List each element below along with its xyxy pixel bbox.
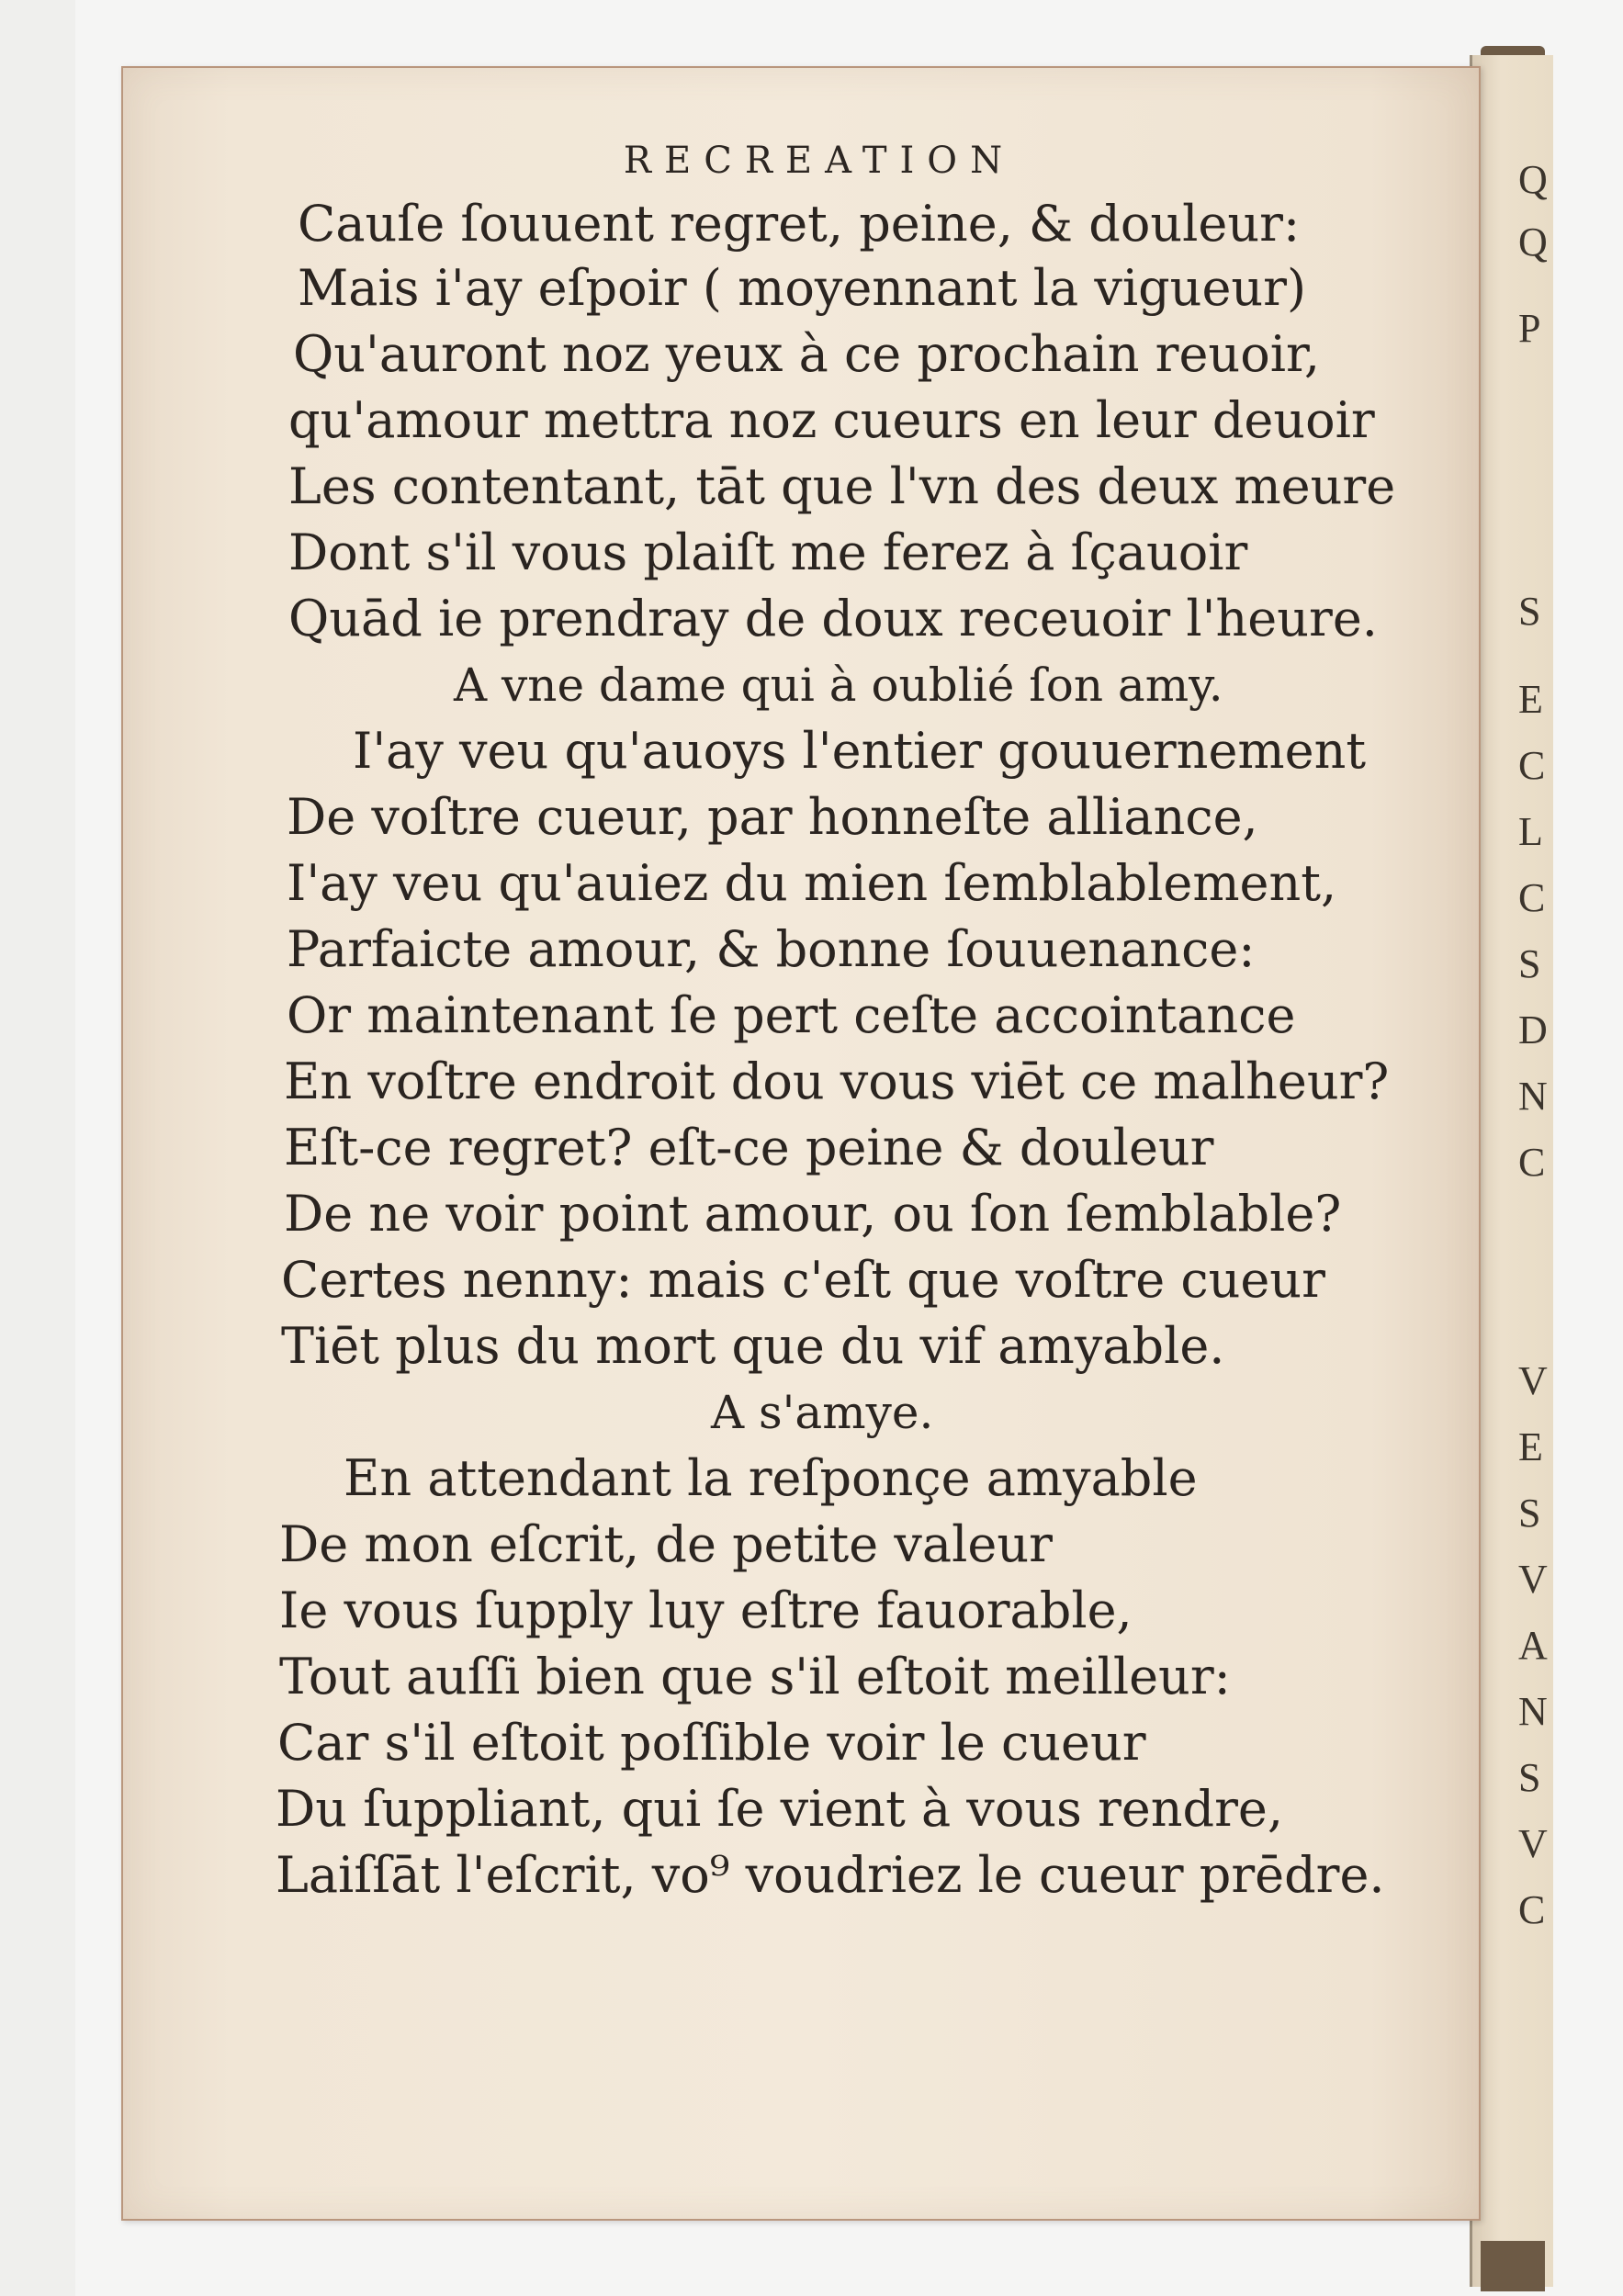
photo-background	[0, 0, 75, 2296]
facing-page-glyph: N	[1518, 1074, 1548, 1119]
poem-line: En voſtre endroit dou vous viēt ce malheur?	[284, 1052, 1390, 1110]
poem-line: De voſtre cueur, par honneſte alliance,	[287, 788, 1258, 846]
poem-line: Dont s'il vous plaiſt me ferez à ſçauoir	[288, 523, 1248, 581]
poem-line: De ne voir point amour, ou ſon ſemblable?	[284, 1185, 1342, 1243]
facing-page-glyph: C	[1518, 743, 1546, 788]
facing-page-glyph: V	[1518, 1557, 1548, 1602]
poem-line: Tout auſſi bien que s'il eſtoit meilleur:	[279, 1648, 1231, 1705]
facing-page-glyph: S	[1518, 941, 1541, 986]
poem-line: Mais i'ay eſpoir ( moyennant la vigueur)	[298, 259, 1307, 317]
running-head: RECREATION	[623, 140, 1016, 182]
poem-heading: A s'amye.	[711, 1386, 934, 1439]
poem-line: Cauſe ſouuent regret, peine, & douleur:	[298, 195, 1301, 253]
facing-page-glyph: S	[1518, 1491, 1541, 1536]
poem-line: Du ſuppliant, qui ſe vient à vous rendre,	[276, 1780, 1284, 1838]
poem-line: I'ay veu qu'auiez du mien ſemblablement,	[287, 854, 1337, 912]
poem-line: qu'amour mettra noz cueurs en leur deuoir	[288, 391, 1375, 449]
facing-page-glyph: E	[1518, 677, 1543, 722]
poem-line: De mon eſcrit, de petite valeur	[279, 1515, 1053, 1573]
facing-page-glyph: Q	[1518, 157, 1548, 202]
facing-page-glyph: Q	[1518, 219, 1548, 264]
facing-page-glyph: C	[1518, 875, 1546, 920]
facing-page-glyph: C	[1518, 1887, 1546, 1932]
poem-line: Laiſſāt l'eſcrit, vo⁹ voudriez le cueur prēdre.	[276, 1846, 1385, 1904]
poem-line: Car s'il eſtoit poſſible voir le cueur	[277, 1714, 1146, 1772]
poem-line: Qu'auront noz yeux à ce prochain reuoir,	[293, 325, 1321, 383]
facing-page-glyph: C	[1518, 1140, 1546, 1185]
poem-line: Parfaicte amour, & bonne ſouuenance:	[287, 920, 1256, 978]
page-content	[123, 68, 1479, 2219]
poem-line: Ie vous ſupply luy eſtre fauorable,	[279, 1581, 1133, 1639]
book-spine-bottom	[1481, 2241, 1545, 2291]
facing-page-glyph: S	[1518, 589, 1541, 634]
book-page	[121, 66, 1481, 2221]
poem-line: Quād ie prendray de doux receuoir l'heure.	[288, 590, 1378, 647]
poem-line: Eſt-ce regret? eſt-ce peine & douleur	[284, 1119, 1214, 1176]
poem-line: Or maintenant ſe pert ceſte accointance	[287, 986, 1296, 1044]
poem-line: En attendant la reſponçe amyable	[344, 1449, 1198, 1507]
facing-page-glyph: P	[1518, 306, 1541, 351]
facing-page-glyph: E	[1518, 1424, 1543, 1469]
facing-page-glyph: L	[1518, 809, 1543, 854]
facing-page-glyph: V	[1518, 1358, 1548, 1403]
poem-line: I'ay veu qu'auoys l'entier gouuernement	[353, 722, 1367, 780]
poem-heading: A vne dame qui à oublié ſon amy.	[454, 658, 1223, 712]
facing-page-glyph: V	[1518, 1821, 1548, 1866]
facing-page-edge	[1470, 55, 1553, 2287]
poem-line: Tiēt plus du mort que du vif amyable.	[281, 1317, 1225, 1375]
facing-page-glyph: D	[1518, 1007, 1548, 1052]
facing-page-glyph: A	[1518, 1623, 1548, 1668]
poem-line: Certes nenny: mais c'eſt que voſtre cueur	[281, 1251, 1325, 1309]
poem-line: Les contentant, tāt que l'vn des deux meure	[288, 457, 1396, 515]
facing-page-glyph: S	[1518, 1755, 1541, 1800]
facing-page-glyph: N	[1518, 1689, 1548, 1734]
